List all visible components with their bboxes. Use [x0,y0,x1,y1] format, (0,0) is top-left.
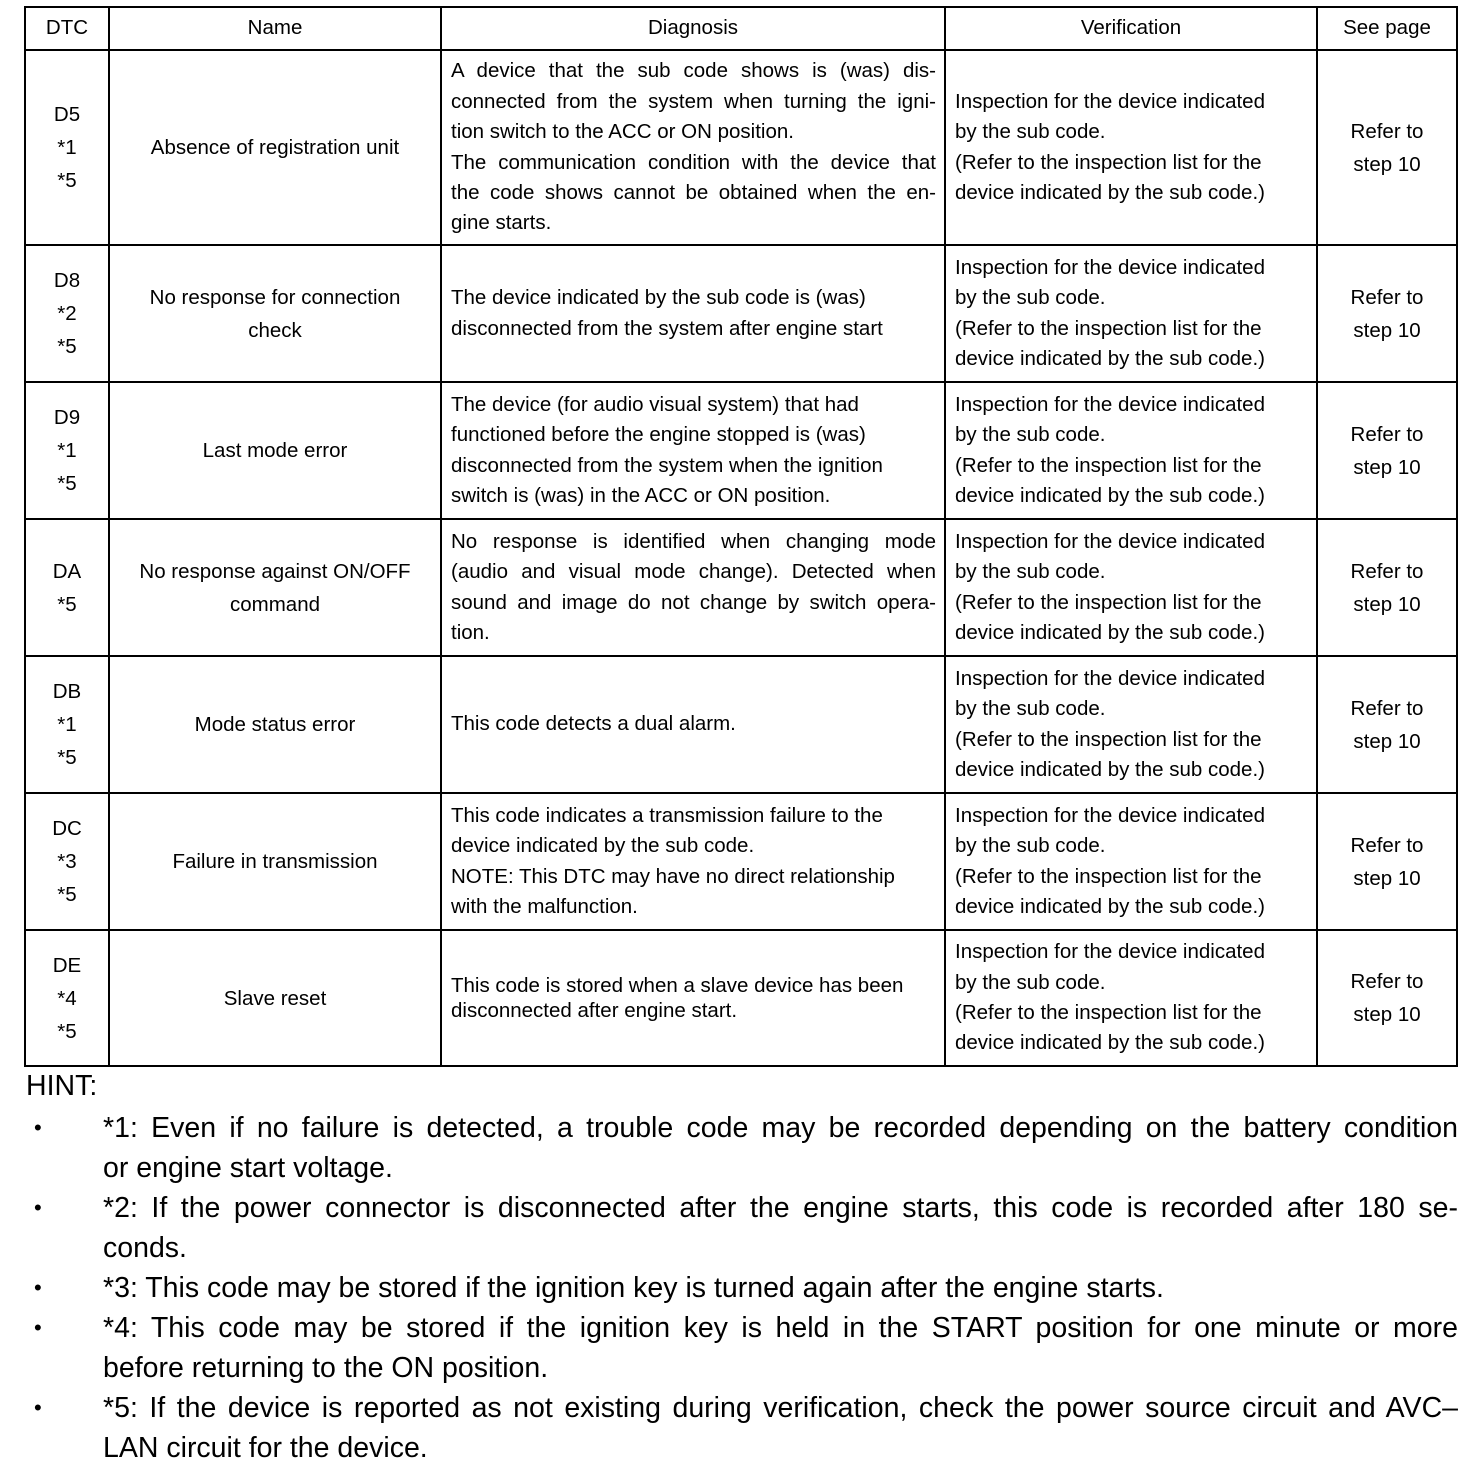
table-row [25,50,1457,245]
hint-text: LAN circuit for the device. [103,1432,428,1464]
header-see-page: See page [1317,7,1457,50]
see-page-cell: Refer to step 10 [1317,656,1457,793]
dtc-cell: DA *5 [25,519,109,656]
verification-cell: Inspection for the device indicated by the sub code. (Refer to the inspection list for the device indicated by the sub code.) [945,382,1317,519]
hint-text: *2: If the power connector is disconnected after the engine starts, this code is recorded after 180 se- [103,1192,1458,1224]
name-cell: No response against ON/OFF command [109,519,441,656]
table-header-row [25,7,1457,50]
verification-cell: Inspection for the device indicated by the sub code. (Refer to the inspection list for the device indicated by the sub code.) [945,656,1317,793]
dtc-cell: DB *1 *5 [25,656,109,793]
diagnosis-cell: A device that the sub code shows is (was) dis- connected from the system when turning the igni- tion switch to the ACC or ON position. The communication condition with the device that the code shows cannot be obtained when the en- gine starts. [441,50,945,245]
hint-item [26,1108,1458,1188]
header-dtc: DTC [25,7,109,50]
verification-cell: Inspection for the device indicated by the sub code. (Refer to the inspection list for the device indicated by the sub code.) [945,519,1317,656]
diagnosis-cell: This code detects a dual alarm. [441,656,945,793]
verification-cell: Inspection for the device indicated by the sub code. (Refer to the inspection list for the device indicated by the sub code.) [945,245,1317,382]
header-name: Name [109,7,441,50]
diagnosis-cell: No response is identified when changing mode (audio and visual mode change). Detected when sound and image do not change by switch opera- tion. [441,519,945,656]
hint-text: before returning to the ON position. [103,1352,549,1384]
hint-section [26,1068,1458,1468]
name-cell: Last mode error [109,382,441,519]
dtc-cell: D5 *1 *5 [25,50,109,245]
diagnosis-cell: The device indicated by the sub code is (was) disconnected from the system after engine start [441,245,945,382]
verification-cell: Inspection for the device indicated by the sub code. (Refer to the inspection list for the device indicated by the sub code.) [945,50,1317,245]
name-cell: Slave reset [109,930,441,1066]
diagnosis-cell: This code is stored when a slave device has been disconnected after engine start. [441,930,945,1066]
name-cell: Absence of registration unit [109,50,441,245]
header-diagnosis: Diagnosis [441,7,945,50]
hint-text: *3: This code may be stored if the ignition key is turned again after the engine starts. [103,1272,1164,1304]
see-page-cell: Refer to step 10 [1317,50,1457,245]
verification-cell: Inspection for the device indicated by the sub code. (Refer to the inspection list for the device indicated by the sub code.) [945,930,1317,1066]
hint-item [26,1268,1458,1308]
hint-text: conds. [103,1232,187,1264]
table-row [25,382,1457,519]
diagnosis-cell: This code indicates a transmission failure to the device indicated by the sub code. NOTE: This DTC may have no direct relationship with the malfunction. [441,793,945,930]
see-page-cell: Refer to step 10 [1317,245,1457,382]
hint-text: *5: If the device is reported as not existing during verification, check the power source circuit and AVC– [103,1392,1458,1424]
table-row [25,656,1457,793]
see-page-cell: Refer to step 10 [1317,519,1457,656]
bullet-icon: • [34,1395,42,1420]
bullet-icon: • [34,1115,42,1140]
dtc-cell: DE *4 *5 [25,930,109,1066]
header-verification: Verification [945,7,1317,50]
verification-cell: Inspection for the device indicated by the sub code. (Refer to the inspection list for the device indicated by the sub code.) [945,793,1317,930]
hint-item [26,1388,1458,1468]
table-row [25,245,1457,382]
bullet-icon: • [34,1315,42,1340]
bullet-icon: • [34,1195,42,1220]
bullet-icon: • [34,1275,42,1300]
table-row [25,930,1457,1066]
dtc-cell: D9 *1 *5 [25,382,109,519]
name-cell: Failure in transmission [109,793,441,930]
hint-text: *1: Even if no failure is detected, a trouble code may be recorded depending on the battery condition [103,1112,1458,1144]
hint-text: *4: This code may be stored if the ignition key is held in the START position for one minute or more [103,1312,1458,1344]
table-row [25,519,1457,656]
see-page-cell: Refer to step 10 [1317,930,1457,1066]
dtc-cell: D8 *2 *5 [25,245,109,382]
dtc-table [24,6,1458,1067]
see-page-cell: Refer to step 10 [1317,382,1457,519]
diagnosis-cell: The device (for audio visual system) that had functioned before the engine stopped is (was) disconnected from the system when the ignition switch is (was) in the ACC or ON position. [441,382,945,519]
name-cell: Mode status error [109,656,441,793]
hint-text: or engine start voltage. [103,1152,393,1184]
name-cell: No response for connection check [109,245,441,382]
hint-title: HINT: [26,1070,98,1102]
dtc-cell: DC *3 *5 [25,793,109,930]
see-page-cell: Refer to step 10 [1317,793,1457,930]
hint-item [26,1188,1458,1268]
table-row [25,793,1457,930]
hint-item [26,1308,1458,1388]
